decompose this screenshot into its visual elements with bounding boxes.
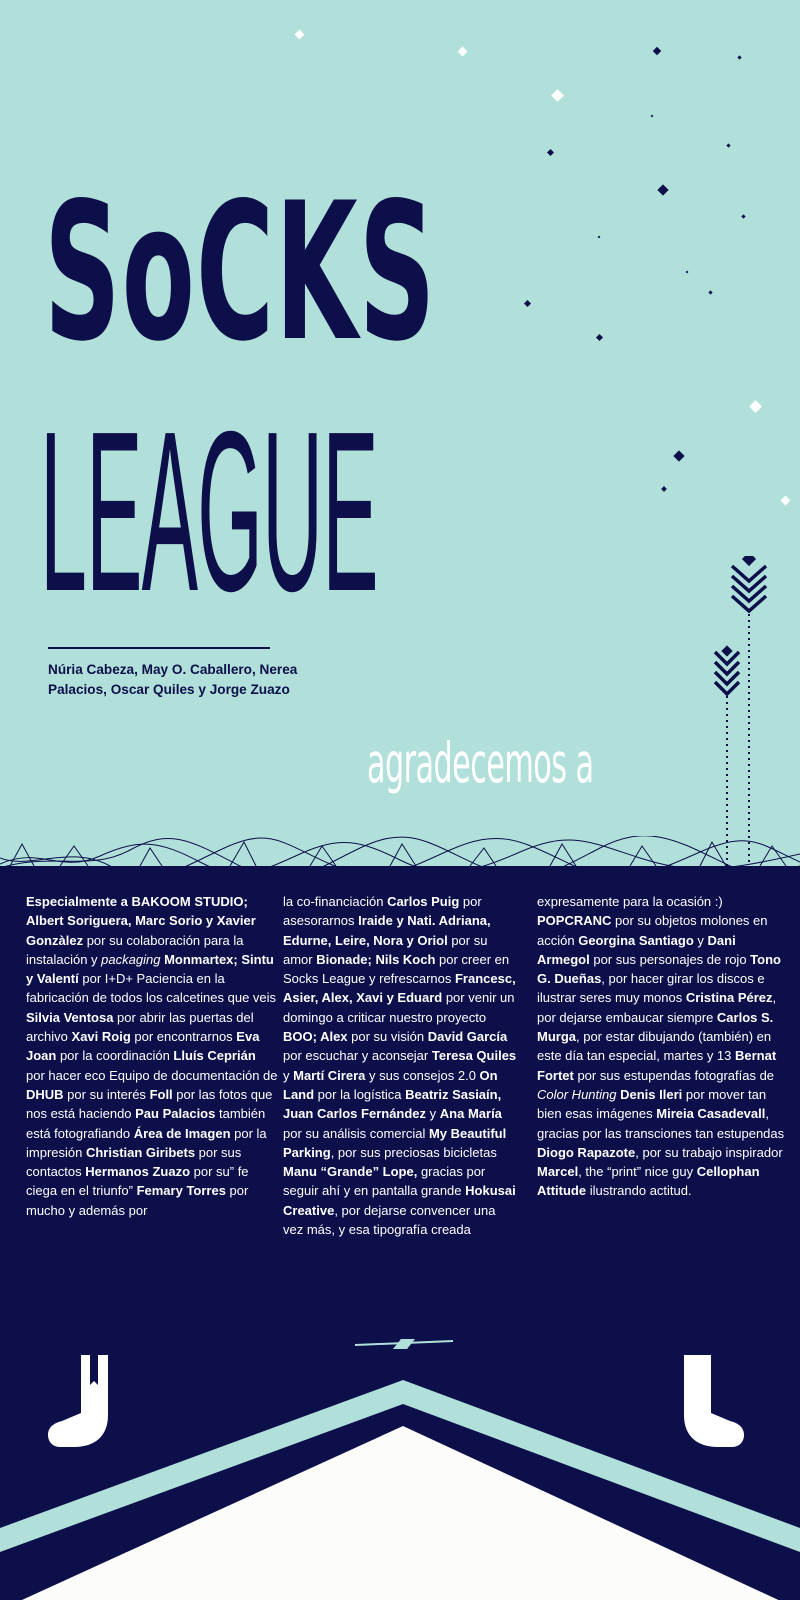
credit-name: Área de Imagen [133,1125,231,1141]
credit-name: Christian Giribets [85,1144,196,1160]
thanks-column-1 [26,892,278,1220]
credit-name: POPCRANC [537,913,612,929]
credit-name: Hermanos Zuazo [85,1164,191,1180]
credit-name: Bionade; Nils Koch [316,951,436,967]
credit-text: , por dejarse embaucar siempre [537,990,777,1025]
credit-name: Monmartex; Sintu y Valentí [26,951,274,987]
credit-text: , por sus preciosas bicicletas [330,1144,497,1160]
credit-name: Lluís Ceprián [173,1048,256,1064]
credit-name: Tono G. Dueñas [537,951,781,987]
credit-text: y [426,1106,440,1122]
credit-name: Foll [149,1086,173,1102]
credit-text: por su objetos molones en acción [537,913,768,948]
credit-name: Cellophan Attitude [537,1164,760,1199]
credit-text: , por estar dibujando (también) en este día tan especial, martes y 13 [537,1029,772,1064]
credit-text: , gracias por las transciones tan estupendas [537,1106,785,1141]
credit-text: , por dejarse convencer una vez más, y esa tipografía creada [283,1202,496,1238]
credit-name: Silvia Ventosa [26,1009,114,1025]
thanks-column-3 [537,892,789,1201]
credit-name: My Beautiful Parking [283,1125,507,1160]
credit-text: y [693,932,708,948]
credit-text: por la coordinación [56,1048,174,1064]
credit-name: Martí Cirera [293,1067,366,1083]
title-socks: SoCKS [44,162,437,383]
credit-name: Ana María [439,1106,502,1122]
credit-name: Denis Ileri [620,1086,683,1102]
credit-text: por su interés [63,1086,150,1102]
credit-name: BOO; Alex [283,1029,348,1045]
credit-name: Iraide y Nati. Adriana, Edurne, Leire, Nora y Oriol [283,913,491,948]
credit-text: por mover tan bien esas imágenes [537,1086,767,1122]
credit-emphasis: packaging [101,951,161,967]
credit-text: , por su trabajo inspirador [635,1144,783,1160]
credit-text: por encontrarnos [130,1029,237,1045]
credit-name: Dani Armegol [537,932,736,967]
credit-name: Mireia Casadevall [656,1106,766,1122]
credit-text: gracias por seguir ahí y en pantalla grande [283,1164,486,1199]
chevron-roof-icon [0,1340,800,1600]
credit-name: On Land [283,1067,498,1102]
credit-text: por la impresión [26,1125,267,1160]
credit-text: y [283,1067,294,1083]
sock-left-icon [48,1355,114,1449]
credit-text: por escuchar y aconsejar [283,1048,432,1064]
credit-text: y sus consejos 2.0 [365,1067,480,1083]
credit-name: Georgina Santiago [578,932,694,948]
credit-name: Hokusai Creative [283,1183,516,1218]
grass-scribble-icon [0,836,800,876]
credit-text: expresamente para la ocasión :) [537,894,723,909]
credit-text: por su visión [347,1029,428,1045]
credit-text: por las fotos que nos está haciendo [26,1086,273,1122]
credit-text: ilustrando actitud. [586,1183,692,1199]
credit-name: Pau Palacios [135,1106,216,1122]
arrow-stems-icon [712,556,782,876]
credit-text: por asesorarnos [283,894,482,929]
credit-name: Carlos S. Murga [537,1009,774,1045]
credit-text: por sus estupendas fotografías de [573,1067,775,1083]
thanks-column-2 [283,892,519,1239]
credit-text: por su amor [283,932,488,967]
credit-text: por sus contactos [26,1144,242,1180]
credit-text: por su colaboración para la instalación y [26,932,244,967]
credit-emphasis: Color Hunting [537,1086,617,1102]
credit-text: la co-financiación [283,894,388,909]
credit-name: Especialmente a BAKOOM STUDIO; Albert Soriguera, Marc Sorio y Xavier Gonzàlez [26,894,256,948]
authors-credit: Núria Cabeza, May O. Caballero, Nerea Palacios, Oscar Quiles y Jorge Zuazo [48,662,298,697]
sock-right-icon [684,1355,750,1449]
title-league: LEAGUE [40,385,378,639]
credit-text: por creer en Socks League y refrescarnos [283,951,510,987]
credit-name: Femary Torres [136,1183,226,1199]
thanks-heading: agradecemos a [367,731,594,795]
credit-text: también está fotografiando [26,1106,266,1141]
credit-name: DHUB [26,1086,64,1102]
credit-text: por su” fe ciega en el triunfo” [26,1164,249,1199]
credit-name: Bernat Fortet [537,1048,777,1083]
credit-name: Xavi Roig [71,1029,131,1045]
credit-text: por I+D+ Paciencia en la fabricación de todos los calcetines que veis [26,971,277,1006]
credit-text: por la logística [314,1086,406,1102]
credit-text: , the “print” nice guy [578,1164,697,1180]
credit-text: por sus personajes de rojo [589,951,751,967]
credit-text: por hacer eco Equipo de documentación de [26,1067,278,1083]
credit-text: por mucho y además por [26,1183,249,1218]
credit-name: Diogo Rapazote [537,1144,636,1160]
credit-name: Manu “Grande” Lope, [283,1164,418,1180]
credit-text: por su análisis comercial [283,1125,429,1141]
credit-name: Teresa Quiles [431,1048,517,1064]
credit-name: Cristina Pérez [685,990,773,1006]
credit-name: Francesc, Asier, Alex, Xavi y Eduard [283,971,516,1006]
credit-name: Marcel [537,1164,579,1180]
credit-name: Eva Joan [26,1029,260,1064]
credit-name: Beatriz Sasiaín, Juan Carlos Fernández [283,1086,502,1122]
title-divider [48,647,270,649]
credit-text: por venir un domingo a criticar nuestro proyecto [283,990,515,1025]
credit-name: David García [427,1029,508,1045]
credit-name: Carlos Puig [387,894,460,909]
credit-text: por abrir las puertas del archivo [26,1009,254,1045]
credit-text: , por hacer girar los discos e ilustrar seres muy monos [537,971,765,1006]
